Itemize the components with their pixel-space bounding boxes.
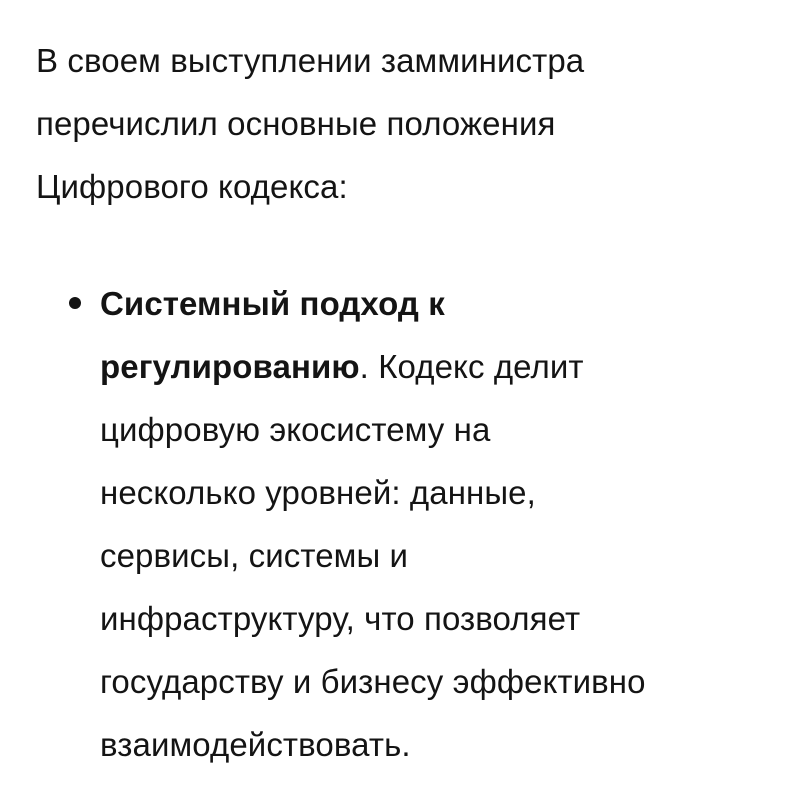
intro-paragraph — [36, 29, 776, 218]
item-text-line: несколько уровней: данные, — [100, 474, 536, 511]
item-text-start: . Кодекс делит — [359, 348, 584, 385]
intro-line: Цифрового кодекса: — [36, 168, 348, 205]
intro-line: перечислил основные положения — [36, 105, 556, 142]
intro-line: В своем выступлении замминистра — [36, 42, 585, 79]
item-text-line: государству и бизнесу эффективно — [100, 663, 646, 700]
key-points-list — [36, 272, 766, 776]
item-heading-continuation — [100, 335, 766, 398]
item-text-line: цифровую экосистему на — [100, 411, 491, 448]
bullet-icon — [69, 297, 81, 309]
list-item — [36, 272, 766, 776]
item-text-line: сервисы, системы и — [100, 537, 409, 574]
article-text — [36, 29, 776, 218]
item-text-line: взаимодействовать. — [100, 726, 411, 763]
item-heading-line: Системный подход к — [100, 285, 445, 322]
item-heading-end: регулированию — [100, 348, 360, 385]
item-text-line: инфраструктуру, что позволяет — [100, 600, 581, 637]
